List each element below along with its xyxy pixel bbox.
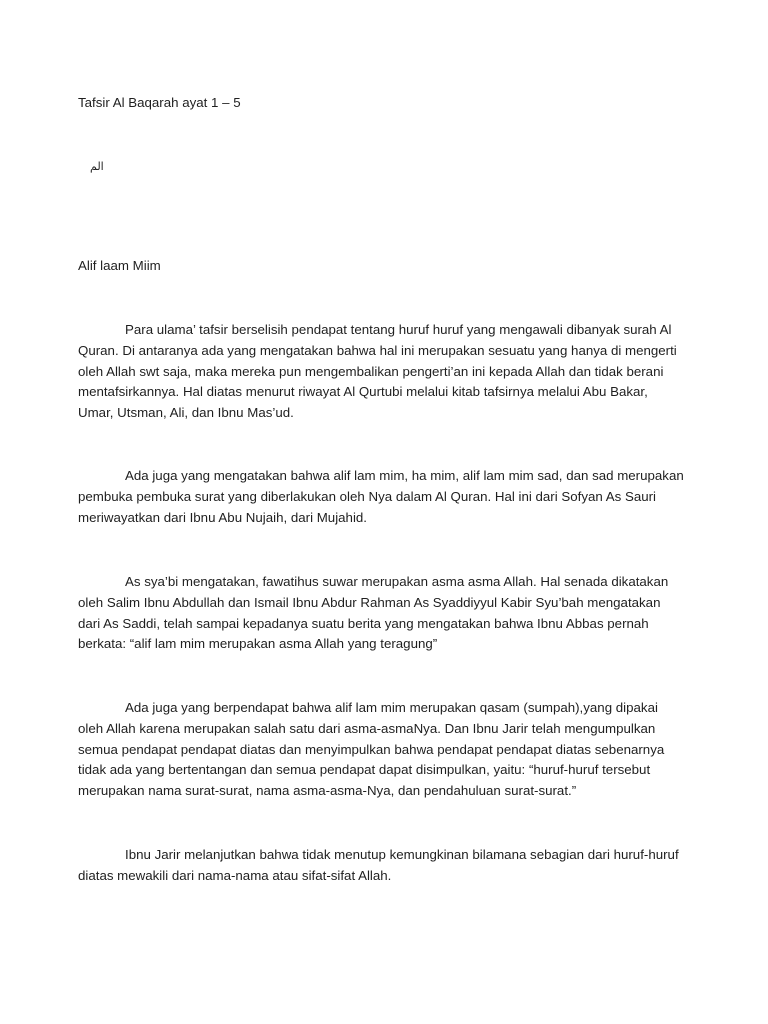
- paragraph-2: Ada juga yang mengatakan bahwa alif lam mim, ha mim, alif lam mim sad, dan sad merupakan pembuka pembuka surat yang diberlakukan oleh Nya dalam Al Quran. Hal ini dari Sofyan As Sauri meriwayatkan dari Ibnu Abu Nujaih, dari Mujahid.: [78, 468, 684, 525]
- paragraph-5: Ibnu Jarir melanjutkan bahwa tidak menutup kemungkinan bilamana sebagian dari huruf-huruf diatas mewakili dari nama-nama atau sifat-sifat Allah.: [78, 847, 679, 883]
- paragraph-4: Ada juga yang berpendapat bahwa alif lam mim merupakan qasam (sumpah),yang dipakai oleh Allah karena merupakan salah satu dari asma-asmaNya. Dan Ibnu Jarir telah mengumpulkan semua pendapat pendapat diatas dan menyimpulkan bahwa pendapat pendapat diatas sebenarnya tidak ada yang bertentangan dan semua pendapat dapat disimpulkan, yaitu: “huruf-huruf tersebut merupakan nama surat-surat, nama asma-asma-Nya, dan pendahuluan surat-surat.”: [78, 700, 665, 799]
- document-title: Tafsir Al Baqarah ayat 1 – 5: [78, 95, 241, 110]
- verse-transliteration: Alif laam Miim: [78, 258, 161, 273]
- arabic-verse: الم: [90, 160, 104, 173]
- paragraph-3: As sya’bi mengatakan, fawatihus suwar merupakan asma asma Allah. Hal senada dikatakan oleh Salim Ibnu Abdullah dan Ismail Ibnu Abdur Rahman As Syaddiyyul Kabir Syu’bah mengatakan dari As Saddi, telah sampai kepadanya suatu berita yang mengatakan bahwa Ibnu Abbas pernah berkata: “alif lam mim merupakan asma Allah yang teragung”: [78, 574, 669, 652]
- paragraph-1: Para ulama’ tafsir berselisih pendapat tentang huruf huruf yang mengawali dibanyak surah Al Quran. Di antaranya ada yang mengatakan bahwa hal ini merupakan sesuatu yang hanya di mengerti oleh Allah swt saja, maka mereka pun mengembalikan pengerti’an ini kepada Allah dan tidak berani mentafsirkannya. Hal diatas menurut riwayat Al Qurtubi melalui kitab tafsirnya melalui Abu Bakar, Umar, Utsman, Ali, dan Ibnu Mas’ud.: [78, 322, 677, 421]
